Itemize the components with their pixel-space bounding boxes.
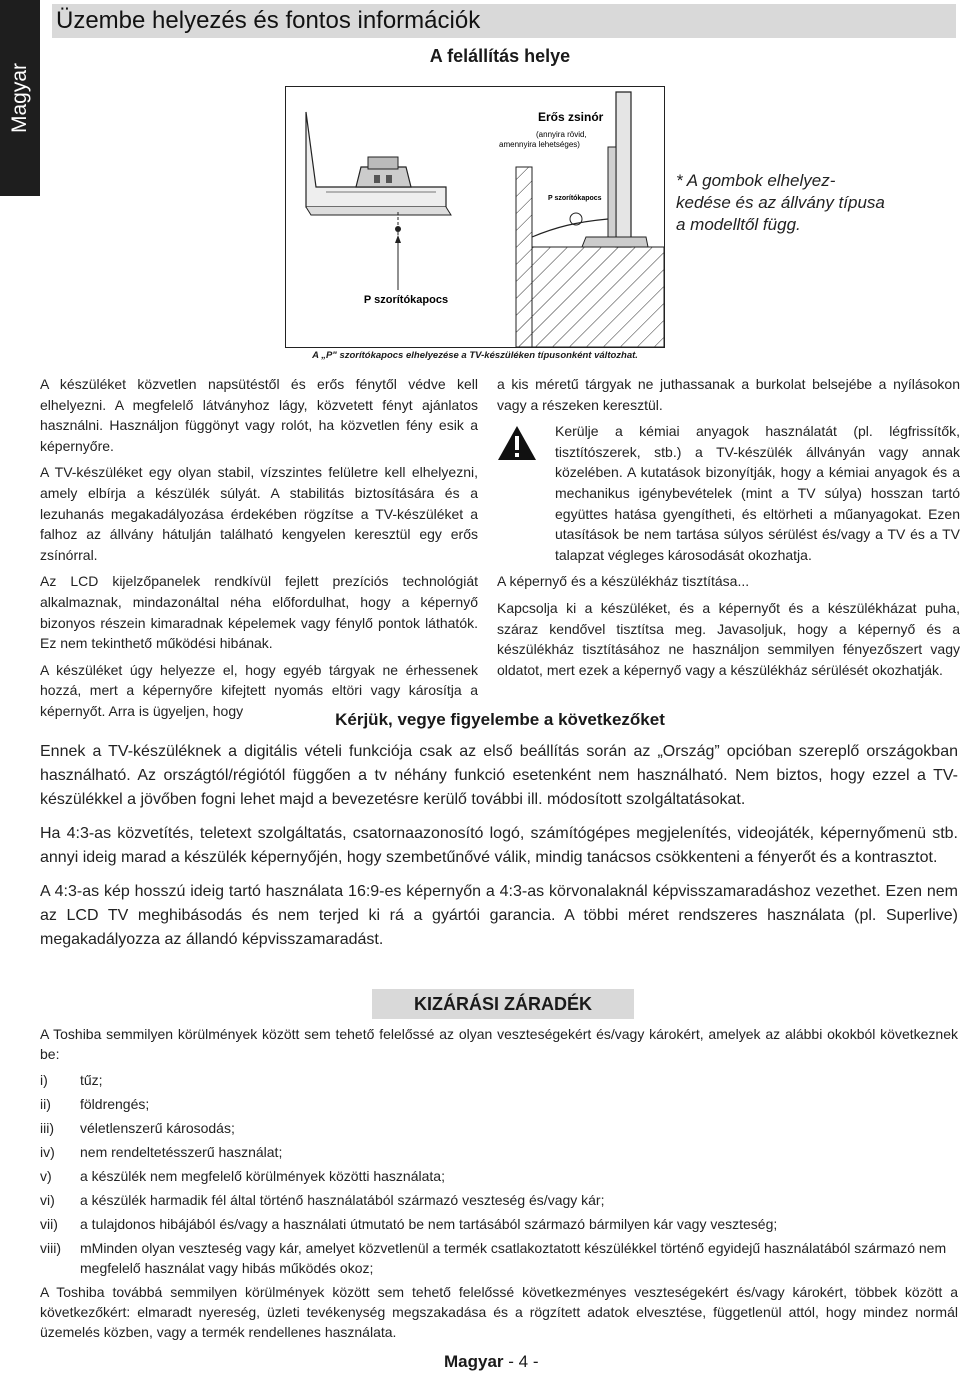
stand-bracket-closeup	[306, 112, 451, 290]
cord-title: Erős zsinór	[538, 110, 604, 124]
list-item	[40, 1142, 958, 1162]
list-item	[40, 1070, 958, 1090]
clip-label-small: P szorítókapocs	[548, 195, 602, 202]
installation-figure	[285, 86, 665, 348]
list-item-number: v)	[40, 1168, 52, 1184]
list-item-text: nem rendeltetésszerű használat;	[80, 1144, 283, 1160]
placement-paragraph-2: A TV-készüléket egy olyan stabil, vízszintes felületre kell elhelyezni, amely elbírja a készülék súlyát. A stabilitás biztosítására és a lezuhanás megakadályozása érdekében rögzítse a TV-készüléket a falhoz az állvány hátulján található kengyelen keresztül egy erős zsínórral.	[40, 464, 478, 563]
warning-text: Kerülje a kémiai anyagok használatát (pl. légfrissítők, tisztítószerek, stb.) a TV-készülék állványán vagy annak közelében. A kutatások bizonyítják, hogy a kémiai anyagok és a mechanikus igénybevételek (mint a TV súlya) hosszan tartó együttes hatása gyengítheti, és eltörheti a műanyagokat. Ezen utasítások be nem tartása súlyos sérülést és/vagy a TV és a TV talapzat végleges károsodását okozhatja.	[555, 423, 960, 563]
right-column	[497, 374, 960, 686]
list-item-text: mMinden olyan veszteség vagy kár, amelyet közvetlenül a termék csatlakoztatott készülékkel történő egyidejű használatából származó nem megfelelő használat vagy hibás működés okoz;	[80, 1240, 947, 1276]
disclaimer-heading-bar	[372, 989, 634, 1019]
section-subtitle: A felállítás helye	[429, 46, 571, 66]
list-item-number: vii)	[40, 1216, 58, 1232]
disclaimer-heading: KIZÁRÁSI ZÁRADÉK	[414, 994, 592, 1014]
list-item-number: vi)	[40, 1192, 55, 1208]
figure-caption: A „P" szorítókapocs elhelyezése a TV-készüléken típusonként változhat.	[312, 350, 638, 361]
cleaning-heading: A képernyő és a készülékház tisztítása...	[497, 573, 750, 590]
list-item-text: földrengés;	[80, 1096, 150, 1112]
clip-label-main: P szorítókapocs	[363, 294, 449, 306]
footer-language: Magyar	[444, 1352, 504, 1371]
list-item-number: ii)	[40, 1096, 51, 1112]
installation-diagram	[286, 87, 664, 347]
list-item-number: viii)	[40, 1240, 61, 1256]
list-item-text: a készülék nem megfelelő körülmények közötti használata;	[80, 1168, 445, 1184]
list-item-text: tűz;	[80, 1072, 103, 1088]
disclaimer-list	[40, 1070, 958, 1278]
list-item-text: a készülék harmadik fél által történő használatából származó veszteség és/vagy kár;	[80, 1192, 605, 1208]
list-item-number: iii)	[40, 1120, 54, 1136]
page-title: Üzembe helyezés és fontos információk	[56, 7, 481, 34]
notice-heading: Kérjük, vegye figyelembe a következőket	[335, 710, 665, 729]
list-item-number: i)	[40, 1072, 48, 1088]
left-column	[40, 374, 478, 728]
page-number: - 4 -	[508, 1352, 539, 1371]
page-title-bar	[52, 4, 956, 38]
list-item	[40, 1238, 958, 1278]
cord-subtitle-2: amennyira lehetséges)	[499, 140, 580, 149]
language-side-tab	[0, 0, 40, 196]
list-item-number: iv)	[40, 1144, 55, 1160]
notice-paragraph-2: Ha 4:3-as közvetítés, teletext szolgáltatás, csatornaazonosító logó, számítógépes megjelenítés, videojáték, képernyőmenü stb. annyi ideig marad a készülék képernyőjén, hogy szembetűnővé válik, mindig tanácsos csökkenteni a fényerőt és a kontrasztot.	[40, 825, 958, 866]
wall-and-floor	[516, 167, 664, 347]
warning-icon	[497, 425, 537, 461]
list-item-text: a tulajdonos hibájából és/vagy a használati útmutató be nem tartásából származó bármilyen kár vagy veszteség;	[80, 1216, 778, 1232]
disclaimer-body	[40, 1024, 958, 1342]
language-tab-label: Magyar	[8, 62, 31, 134]
placement-paragraph-1: A készüléket közvetlen napsütéstől és erős fénytől védve kell elhelyezni. A megfelelő látványhoz lágy, közvetett fényt ajánlatos használni. Használjon függönyt vagy rolót, ha közvetlen fény esik a képernyőre.	[40, 376, 478, 454]
list-item-text: véletlenszerű károsodás;	[80, 1120, 235, 1136]
placement-paragraph-4: A készüléket úgy helyezze el, hogy egyéb tárgyak ne érhessenek hozzá, mert a képernyőre kifejtett nyomás eltöri vagy károsítja a képernyőt. Arra is ügyeljen, hogy	[40, 661, 478, 719]
list-item	[40, 1214, 958, 1234]
placement-paragraph-5: a kis méretű tárgyak ne juthassanak a burkolat belsejébe a nyílásokon vagy a részeken keresztül.	[497, 376, 960, 413]
disclaimer-intro: A Toshiba semmilyen körülmények között sem tehető felelőssé az olyan veszteségekért és/vagy károkért, amelyek az alábbi okokból következnek be:	[40, 1026, 958, 1062]
page-footer	[444, 1352, 539, 1372]
list-item	[40, 1190, 958, 1210]
notice-paragraph-1: Ennek a TV-készüléknek a digitális vételi funkciója csak az első beállítás során az „Ország” opcióban szereplő országokban használható. Az országtól/régiótól függően a tv néhány funkció esetenként nem használható. Nem biztos, hogy ezzel a TV-készülékkel a jövőben fogni lehet majd a bevezetésre kerülő további ill. módosított szolgáltatásokat.	[40, 743, 958, 808]
cord-subtitle-1: (annyira rövid,	[536, 130, 587, 139]
notice-paragraph-3: A 4:3-as kép hosszú ideig tartó használata 16:9-es képernyőn a 4:3-as körvonalaknál képvisszamaradáshoz vezethet. Ezen nem az LCD TV meghibásodás és nem terjed ki rá a gyártói garancia. A többi méret rendszeres használata (pl. Superlive) megakadályozza az állandó képvisszamaradást.	[40, 883, 958, 948]
model-note: * A gombok elhelyez-kedése és az állvány típusa a modelltől függ.	[676, 171, 885, 234]
list-item	[40, 1094, 958, 1114]
placement-paragraph-3: Az LCD kijelzőpanelek rendkívül fejlett prezíciós technológiát alkalmaznak, mindazonáltal néha előfordulhat, hogy a képernyő bizonyos részein kimaradnak képelemek vagy fénylő pontok láthatók. Ez nem tekinthető működési hibának.	[40, 573, 478, 652]
list-item	[40, 1166, 958, 1186]
cleaning-paragraph: Kapcsolja ki a készüléket, és a képernyőt és a készülékházat puha, száraz kendővel tisztítsa meg. Javasoljuk, hogy a képernyő és a készülékház tisztításához ne használjon semmilyen fényezőszert vagy oldatot, mert ezek a képernyő vagy a készülékház sérülését okozhatják.	[497, 599, 960, 678]
chemical-warning	[497, 421, 960, 565]
notice-body	[40, 740, 958, 962]
list-item	[40, 1118, 958, 1138]
disclaimer-closing: A Toshiba továbbá semmilyen körülmények között sem tehető felelőssé következményes veszteségekért és/vagy károkért, többek között a következőkért: elmaradt nyereség, üzleti tevékenység megszakadása és a rögzített adatok elvesztése, függetlenül attól, hogy mindez normál üzemelés közben, vagy a termék rendellenes használata.	[40, 1284, 958, 1340]
